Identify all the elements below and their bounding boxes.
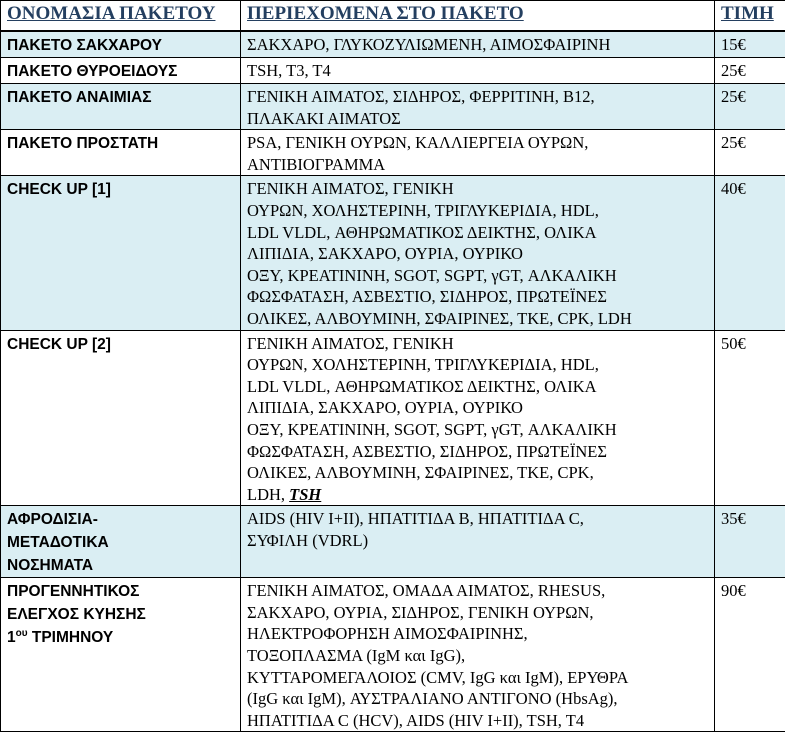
header-row bbox=[1, 1, 785, 32]
package-contents: ΓΕΝΙΚΗ ΑΙΜΑΤΟΣ, ΓΕΝΙΚΗ ΟΥΡΩΝ, ΧΟΛΗΣΤΕΡΙΝΗ, ΤΡΙΓΛΥΚΕΡΙΔΙΑ, HDL, LDL VLDL, ΑΘΗΡΩΜΑΤΙΚΟΣ ΔΕΙΚΤΗΣ, ΟΛΙΚΑ ΛΙΠΙΔΙΑ, ΣΑΚΧΑΡΟ, ΟΥΡΙΑ, ΟΥΡΙΚΟ ΟΞΥ, ΚΡΕΑΤΙΝΙΝΗ, SGOT, SGPT, γGT, ΑΛΚΑΛΙΚΗ ΦΩΣΦΑΤΑΣΗ, ΑΣΒΕΣΤΙΟ, ΣΙΔΗΡΟΣ, ΠΡΩΤΕΪΝΕΣ ΟΛΙΚΕΣ, ΑΛΒΟΥΜΙΝΗ, ΣΦΑΙΡΙΝΕΣ, ΤΚΕ, CPK, LDH, TSH bbox=[241, 330, 715, 506]
package-name: ΠΑΚΕΤΟ ΑΝΑΙΜΙΑΣ bbox=[1, 84, 241, 130]
package-price: 50€ bbox=[715, 330, 785, 506]
package-name: ΠΑΚΕΤΟ ΠΡΟΣΤΑΤΗ bbox=[1, 130, 241, 176]
table-row bbox=[1, 31, 785, 58]
package-contents: AIDS (HIV I+II), ΗΠΑΤΙΤΙΔΑ Β, ΗΠΑΤΙΤΙΔΑ C, ΣΥΦΙΛΗ (VDRL) bbox=[241, 506, 715, 578]
table-row bbox=[1, 58, 785, 84]
package-name: ΑΦΡΟΔΙΣΙΑ- ΜΕΤΑΔΟΤΙΚΑ ΝΟΣΗΜΑΤΑ bbox=[1, 506, 241, 578]
package-contents: TSH, T3, T4 bbox=[241, 58, 715, 84]
package-contents: PSA, ΓΕΝΙΚΗ ΟΥΡΩΝ, ΚΑΛΛΙΕΡΓΕΙΑ ΟΥΡΩΝ, ΑΝΤΙΒΙΟΓΡΑΜΜΑ bbox=[241, 130, 715, 176]
package-contents: ΓΕΝΙΚΗ ΑΙΜΑΤΟΣ, ΣΙΔΗΡΟΣ, ΦΕΡΡΙΤΙΝΗ, B12, ΠΛΑΚΑΚΙ ΑΙΜΑΤΟΣ bbox=[241, 84, 715, 130]
tsh-emphasis: TSH bbox=[289, 485, 321, 504]
package-price: 15€ bbox=[715, 31, 785, 58]
package-contents: ΓΕΝΙΚΗ ΑΙΜΑΤΟΣ, ΟΜΑΔΑ ΑΙΜΑΤΟΣ, RHESUS, ΣΑΚΧΑΡΟ, ΟΥΡΙΑ, ΣΙΔΗΡΟΣ, ΓΕΝΙΚΗ ΟΥΡΩΝ, ΗΛΕΚΤΡΟΦΟΡΗΣΗ ΑΙΜΟΣΦΑΙΡΙΝΗΣ, ΤΟΞΟΠΛΑΣΜΑ (IgM και IgG), ΚΥΤΤΑΡΟΜΕΓΑΛΟΙΟΣ (CMV, IgG και IgM), ΕΡΥΘΡΑ (IgG και IgM), ΑΥΣΤΡΑΛΙΑΝΟ ΑΝΤΙΓΟΝΟ (HbsAg), ΗΠΑΤΙΤΙΔΑ C (HCV), AIDS (HIV I+II), TSH, T4 bbox=[241, 578, 715, 732]
table-row bbox=[1, 130, 785, 176]
table-row bbox=[1, 84, 785, 130]
table-row bbox=[1, 506, 785, 578]
table-row bbox=[1, 176, 785, 330]
header-package-contents: ΠΕΡΙΕΧΟΜΕΝΑ ΣΤΟ ΠΑΚΕΤΟ bbox=[241, 1, 715, 32]
package-price: 90€ bbox=[715, 578, 785, 732]
package-name: ΠΑΚΕΤΟ ΘΥΡΟΕΙΔΟΥΣ bbox=[1, 58, 241, 84]
package-price: 35€ bbox=[715, 506, 785, 578]
package-name: ΠΑΚΕΤΟ ΣΑΚΧΑΡΟΥ bbox=[1, 31, 241, 58]
header-price: ΤΙΜΗ bbox=[715, 1, 785, 32]
package-name: CHECK UP [2] bbox=[1, 330, 241, 506]
package-name: CHECK UP [1] bbox=[1, 176, 241, 330]
table-row bbox=[1, 330, 785, 506]
package-contents: ΓΕΝΙΚΗ ΑΙΜΑΤΟΣ, ΓΕΝΙΚΗ ΟΥΡΩΝ, ΧΟΛΗΣΤΕΡΙΝΗ, ΤΡΙΓΛΥΚΕΡΙΔΙΑ, HDL, LDL VLDL, ΑΘΗΡΩΜΑΤΙΚΟΣ ΔΕΙΚΤΗΣ, ΟΛΙΚΑ ΛΙΠΙΔΙΑ, ΣΑΚΧΑΡΟ, ΟΥΡΙΑ, ΟΥΡΙΚΟ ΟΞΥ, ΚΡΕΑΤΙΝΙΝΗ, SGOT, SGPT, γGT, ΑΛΚΑΛΙΚΗ ΦΩΣΦΑΤΑΣΗ, ΑΣΒΕΣΤΙΟ, ΣΙΔΗΡΟΣ, ΠΡΩΤΕΪΝΕΣ ΟΛΙΚΕΣ, ΑΛΒΟΥΜΙΝΗ, ΣΦΑΙΡΙΝΕΣ, ΤΚΕ, CPK, LDH bbox=[241, 176, 715, 330]
header-package-name: ΟΝΟΜΑΣΙΑ ΠΑΚΕΤΟΥ bbox=[1, 1, 241, 32]
package-price: 25€ bbox=[715, 84, 785, 130]
table-row bbox=[1, 578, 785, 732]
package-price: 25€ bbox=[715, 130, 785, 176]
package-price: 40€ bbox=[715, 176, 785, 330]
package-name: ΠΡΟΓΕΝΝΗΤΙΚΟΣ ΕΛΕΓΧΟΣ ΚΥΗΣΗΣ $1^{o\upsilon}$ ΤΡΙΜΗΝΟΥ bbox=[1, 578, 241, 732]
package-contents: ΣΑΚΧΑΡΟ, ΓΛΥΚΟΖΥΛΙΩΜΕΝΗ, ΑΙΜΟΣΦΑΙΡΙΝΗ bbox=[241, 31, 715, 58]
package-price: 25€ bbox=[715, 58, 785, 84]
